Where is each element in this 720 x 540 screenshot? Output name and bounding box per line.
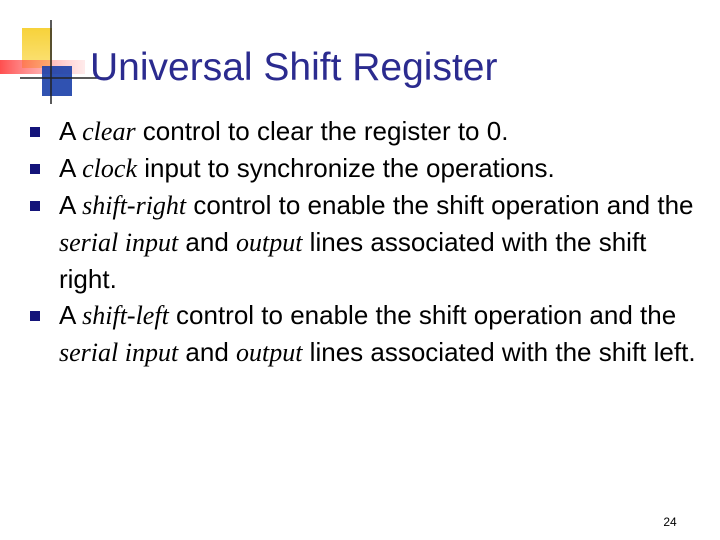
bullet-term: serial input	[59, 228, 179, 257]
square-bullet-icon	[30, 127, 40, 137]
bullet-item-clock	[30, 150, 710, 187]
square-bullet-icon	[30, 311, 40, 321]
bullet-item-clear	[30, 113, 710, 150]
slide-title: Universal Shift Register	[90, 46, 498, 89]
square-bullet-icon	[30, 201, 40, 211]
bullet-item-shift-right	[30, 187, 710, 297]
bullet-term: serial input	[59, 338, 179, 367]
bullet-text: input to synchronize the operations.	[136, 153, 555, 183]
bullet-item-shift-left	[30, 297, 710, 371]
bullet-term: output	[236, 338, 303, 367]
bullet-text: lines associated with the shift right.	[59, 227, 647, 294]
bullet-text: A	[59, 300, 83, 330]
page-number: 24	[663, 515, 677, 529]
logo-blue-square	[42, 66, 72, 96]
bullet-text: A	[59, 190, 83, 220]
bullet-text: control to enable the shift operation and the	[168, 300, 677, 330]
bullet-text: and	[178, 227, 236, 257]
bullet-text: lines associated with the shift left.	[302, 337, 696, 367]
bullet-text: control to enable the shift operation and the	[186, 190, 694, 220]
square-bullet-icon	[30, 164, 40, 174]
bullet-term: shift-left	[82, 301, 169, 330]
bullet-list	[30, 113, 710, 371]
bullet-text: and	[178, 337, 236, 367]
bullet-term: shift-right	[82, 191, 187, 220]
bullet-term: clock	[82, 154, 137, 183]
bullet-text: A	[59, 116, 83, 146]
bullet-text: control to clear the register to 0.	[135, 116, 509, 146]
bullet-text: A	[59, 153, 83, 183]
bullet-term: output	[236, 228, 303, 257]
bullet-term: clear	[82, 117, 136, 146]
